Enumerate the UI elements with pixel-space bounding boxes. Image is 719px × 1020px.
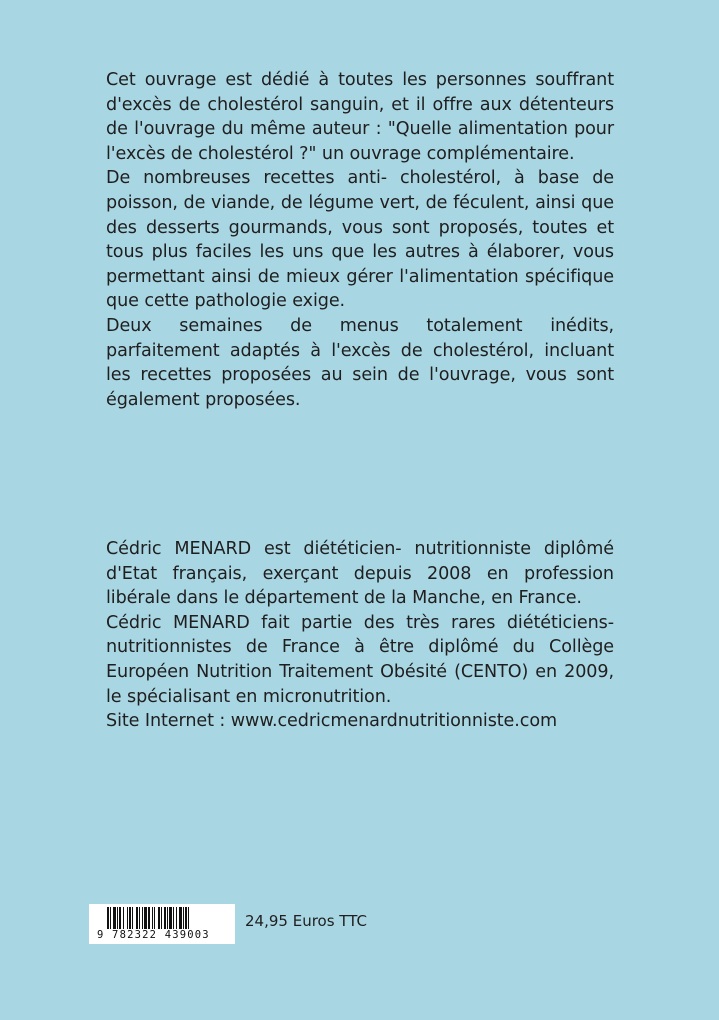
summary-paragraph-2: De nombreuses recettes anti- cholestérol, à base de poisson, de viande, de légume vert, de féculent, ainsi que des desserts gourmands, vous sont proposés, toutes et tous plus faciles les uns que les autres à élaborer, vous permettant ainsi de mieux gérer l'alimentation spécifique que cette pathologie exige.: [106, 168, 614, 312]
summary-paragraph-1: Cet ouvrage est dédié à toutes les personnes souffrant d'excès de cholestérol sanguin, et il offre aux détenteurs de l'ouvrage du même auteur : "Quelle alimentation pour l'excès de cholestérol ?" un ouvrage complémentaire.: [106, 70, 614, 164]
author-bio: [106, 537, 614, 734]
book-summary: [106, 68, 614, 412]
author-website: Site Internet : www.cedricmenardnutritionniste.com: [106, 711, 558, 732]
barcode: [89, 904, 235, 944]
author-paragraph-2: Cédric MENARD fait partie des très rares diététiciens-nutritionnistes de France à être diplômé du Collège Européen Nutrition Traitement Obésité (CENTO) en 2009, le spécialisant en micronutrition.: [106, 612, 614, 707]
barcode-digits: 9 782322 439003: [97, 929, 210, 941]
price-label: 24,95 Euros TTC: [245, 912, 367, 930]
author-paragraph-1: Cédric MENARD est diététicien- nutritionniste diplômé d'Etat français, exerçant depuis 2008 en profession libérale dans le département de la Manche, en France.: [106, 539, 614, 609]
summary-paragraph-3: Deux semaines de menus totalement inédits, parfaitement adaptés à l'excès de cholestérol, incluant les recettes proposées au sein de l'ouvrage, vous sont également proposées.: [106, 315, 614, 410]
barcode-bars: [107, 907, 217, 929]
